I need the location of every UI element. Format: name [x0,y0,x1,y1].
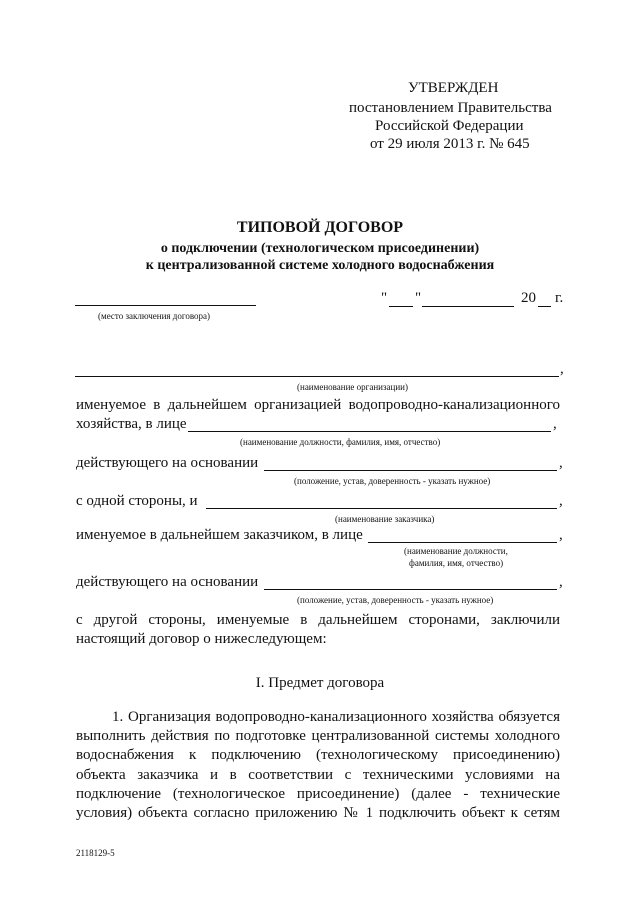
org-position-blank-line [188,431,551,432]
other-side-line-2: настоящий договор о нижеследующем: [76,631,327,647]
date-quote-close: " [415,290,422,306]
comma-1: , [560,361,564,377]
organization-caption: (наименование организации) [297,382,408,392]
document-subtitle-1: о подключении (технологическом присоединении) [160,241,480,256]
other-side-line-1: с другой стороны, именуемые в дальнейшем сторонами, заключили [76,612,560,628]
customer-text: именуемое в дальнейшем заказчиком, в лице [76,527,363,543]
section-1-line-4: объекта заказчика и в соответствии с техническими условиями на [76,767,560,783]
comma-3: , [559,455,563,471]
section-1-line-5: подключение (технологическое присоединение) (далее - технические [76,786,560,802]
comma-4: , [559,493,563,509]
basis-caption-1: (положение, устав, доверенность - указать нужное) [294,476,491,486]
customer-position-caption-2: фамилия, имя, отчество) [409,558,504,568]
place-blank-line [75,305,256,306]
approval-heading: УТВЕРЖДЕН [408,80,499,96]
approval-line-2: Российской Федерации [375,118,524,134]
comma-6: , [559,574,563,590]
comma-5: , [559,527,563,543]
basis-caption-2: (положение, устав, доверенность - указать нужное) [297,595,494,605]
approval-line-1: постановлением Правительства [349,100,552,116]
one-side-text: с одной стороны, и [76,493,198,509]
document-subtitle-2: к централизованной системе холодного водоснабжения [145,258,495,273]
month-blank-line [422,306,514,307]
customer-caption: (наименование заказчика) [335,514,435,524]
acting-basis-text-2: действующего на основании [76,574,259,590]
year-suffix: г. [555,290,564,306]
section-1-line-6: условия) объекта согласно приложению № 1 подключить объект к сетям [76,805,560,821]
year-blank-line [538,306,551,307]
section-1-heading: I. Предмет договора [255,675,385,691]
date-quote-open: " [381,290,388,306]
organization-text-line-1: именуемое в дальнейшем организацией водопроводно-канализационного [76,397,560,413]
approval-line-3: от 29 июля 2013 г. № 645 [370,136,530,152]
basis-blank-line-1 [264,470,557,471]
organization-blank-line [75,376,559,377]
comma-2: , [553,416,557,432]
customer-position-caption-1: (наименование должности, [404,546,508,556]
basis-blank-line-2 [264,589,557,590]
customer-position-blank-line [368,542,557,543]
day-blank-line [389,306,413,307]
customer-blank-line [206,508,557,509]
acting-basis-text-1: действующего на основании [76,455,259,471]
org-position-caption: (наименование должности, фамилия, имя, отчество) [240,437,441,447]
section-1-line-3: водоснабжения к подключению (технологическому присоединению) [76,747,560,763]
year-prefix: 20 [521,290,536,306]
organization-text-line-2: хозяйства, в лице [76,416,187,432]
section-1-line-1: 1. Организация водопроводно-канализационного хозяйства обязуется [112,709,560,725]
document-number: 2118129-5 [76,848,115,858]
section-1-line-2: выполнить действия по подготовке централизованной системы холодного [76,728,560,744]
document-title: ТИПОВОЙ ДОГОВОР [236,219,404,236]
place-caption: (место заключения договора) [98,311,211,321]
